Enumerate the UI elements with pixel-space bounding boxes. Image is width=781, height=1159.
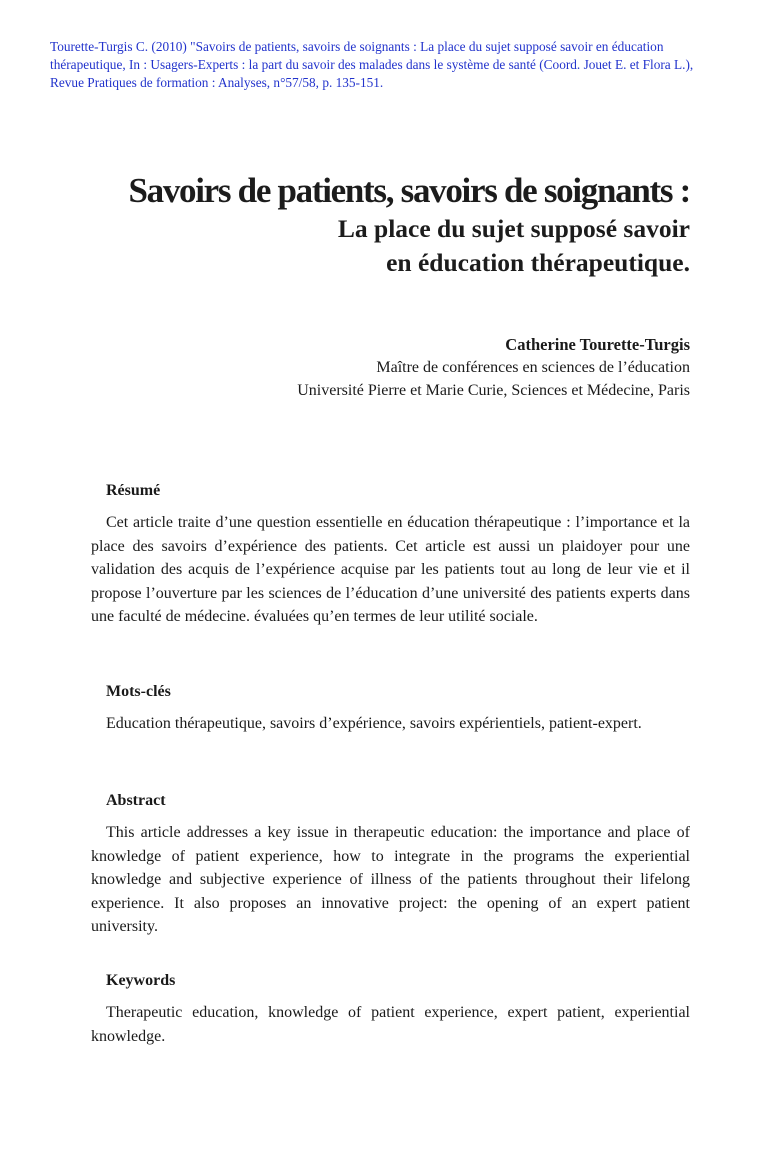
section-heading-abstract: Abstract xyxy=(106,792,166,809)
author-block xyxy=(297,333,690,402)
author-name: Catherine Tourette-Turgis xyxy=(505,335,690,354)
section-text-keywords: Therapeutic education, knowledge of patient experience, expert patient, experiential knowledge. xyxy=(91,1004,690,1045)
section-text-abstract: This article addresses a key issue in therapeutic education: the importance and place of knowledge of patient experience, how to integrate in the programs the experiential knowledge and subjective experience of illness of the patients throughout their lifelong experience. It also proposes an innovative project: the opening of an expert patient university. xyxy=(91,824,690,936)
section-heading-resume: Résumé xyxy=(106,482,161,499)
citation-line: thérapeutique, In : Usagers-Experts : la part du savoir des malades dans le système de santé (Coord. Jouet E. et Flora L.), xyxy=(50,57,694,72)
section-keywords xyxy=(91,971,690,1048)
subtitle-line-1: La place du sujet supposé savoir xyxy=(337,214,690,243)
citation-line: Revue Pratiques de formation : Analyses, n°57/58, p. 135-151. xyxy=(50,75,384,90)
section-text-resume: Cet article traite d’une question essentielle en éducation thérapeutique : l’importance et la place des savoirs d’expérience des patients. Cet article est aussi un plaidoyer pour une validation des acquis de l’expérience acquise par les patients tout au long de leur vie et il propose l’ouverture par les sciences de l’éducation d’une université des patients experts dans une faculté de médecine. évaluées qu’en termes de leur utilité sociale. xyxy=(91,514,690,626)
subtitle-line-2: en éducation thérapeutique. xyxy=(386,248,690,277)
title-block xyxy=(128,170,690,280)
citation-line: Tourette-Turgis C. (2010) "Savoirs de patients, savoirs de soignants : La place du sujet supposé savoir en éducation xyxy=(50,39,664,54)
author-affiliation: Université Pierre et Marie Curie, Sciences et Médecine, Paris xyxy=(297,382,690,399)
article-title: Savoirs de patients, savoirs de soignants : xyxy=(128,171,690,210)
section-heading-keywords: Keywords xyxy=(106,972,176,989)
section-resume xyxy=(91,481,690,629)
section-text-mots-cles: Education thérapeutique, savoirs d’expérience, savoirs expérientiels, patient-expert. xyxy=(106,715,642,732)
section-mots-cles xyxy=(91,682,690,736)
section-heading-mots-cles: Mots-clés xyxy=(106,683,171,700)
author-role: Maître de conférences en sciences de l’éducation xyxy=(376,359,690,376)
article-subtitle xyxy=(128,212,690,280)
section-abstract xyxy=(91,791,690,939)
citation-header xyxy=(50,38,750,92)
